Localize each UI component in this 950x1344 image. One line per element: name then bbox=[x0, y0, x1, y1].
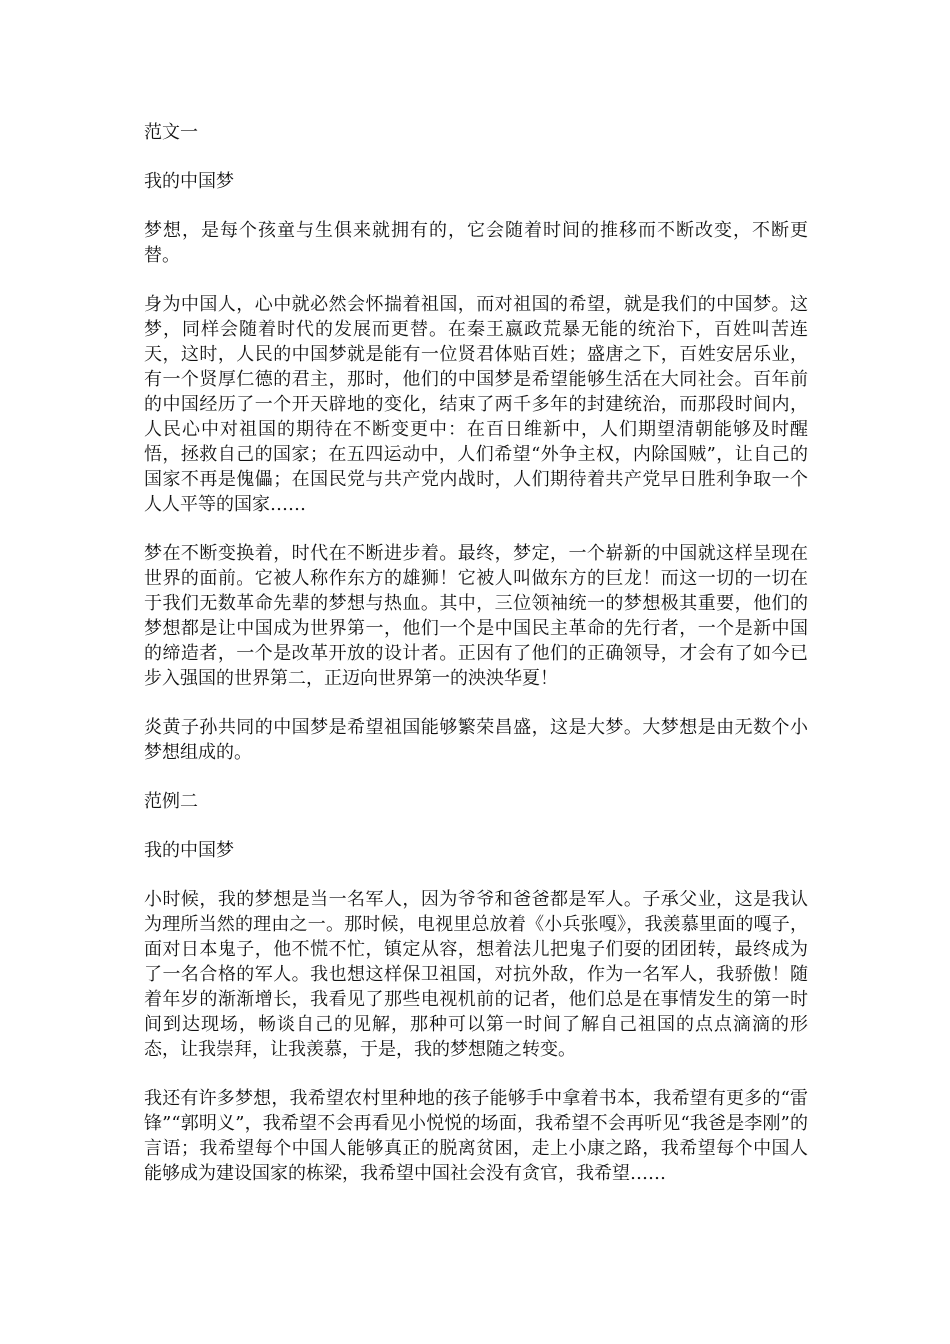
paragraph: 炎黄子孙共同的中国梦是希望祖国能够繁荣昌盛，这是大梦。大梦想是由无数个小梦想组成的。 bbox=[144, 717, 808, 763]
essay-title: 我的中国梦 bbox=[144, 171, 234, 192]
paragraph: 身为中国人，心中就必然会怀揣着祖国，而对祖国的希望，就是我们的中国梦。这梦，同样会随着时代的发展而更替。在秦王嬴政荒暴无能的统治下，百姓叫苦连天，这时，人民的中国梦就是能有一位贤君体贴百姓；盛唐之下，百姓安居乐业，有一个贤厚仁德的君主，那时，他们的中国梦是希望能够生活在大同社会。百年前的中国经历了一个开天辟地的变化，结束了两千多年的封建统治，而那段时间内，人民心中对祖国的期待在不断变更中：在百日维新中，人们期望清朝能够及时醒悟，拯救自己的国家；在五四运动中，人们希望“外争主权，内除国贼”，让自己的国家不再是傀儡；在国民党与共产党内战时，人们期待着共产党早日胜利争取一个人人平等的国家…… bbox=[144, 294, 808, 515]
section-label: 范例二 bbox=[144, 791, 198, 812]
document-page bbox=[144, 120, 808, 1210]
section-label: 范文一 bbox=[144, 122, 198, 143]
paragraph: 梦在不断变换着，时代在不断进步着。最终，梦定，一个崭新的中国就这样呈现在世界的面前。它被人称作东方的雄狮！它被人叫做东方的巨龙！而这一切的一切在于我们无数革命先辈的梦想与热血。其中，三位领袖统一的梦想极其重要，他们的梦想都是让中国成为世界第一，他们一个是中国民主革命的先行者，一个是新中国的缔造者，一个是改革开放的设计者。正因有了他们的正确领导，才会有了如今已步入强国的世界第二，正迈向世界第一的泱泱华夏！ bbox=[144, 543, 808, 689]
paragraph: 小时候，我的梦想是当一名军人，因为爷爷和爸爸都是军人。子承父业，这是我认为理所当然的理由之一。那时候，电视里总放着《小兵张嘎》，我羡慕里面的嘎子，面对日本鬼子，他不慌不忙，镇定从容，想着法儿把鬼子们耍的团团转，最终成为了一名合格的军人。我也想这样保卫祖国，对抗外敌，作为一名军人，我骄傲！随着年岁的渐渐增长，我看见了那些电视机前的记者，他们总是在事情发生的第一时间到达现场，畅谈自己的见解，那种可以第一时间了解自己祖国的点点滴滴的形态，让我崇拜，让我羡慕，于是，我的梦想随之转变。 bbox=[144, 889, 808, 1060]
paragraph: 梦想，是每个孩童与生俱来就拥有的，它会随着时间的推移而不断改变，不断更替。 bbox=[144, 220, 808, 266]
paragraph: 我还有许多梦想，我希望农村里种地的孩子能够手中拿着书本，我希望有更多的“雷锋”“郭明义”，我希望不会再看见小悦悦的场面，我希望不会再听见“我爸是李刚”的言语；我希望每个中国人能够真正的脱离贫困，走上小康之路，我希望每个中国人能够成为建设国家的栋梁，我希望中国社会没有贪官，我希望…… bbox=[144, 1088, 808, 1184]
essay-title: 我的中国梦 bbox=[144, 840, 234, 861]
